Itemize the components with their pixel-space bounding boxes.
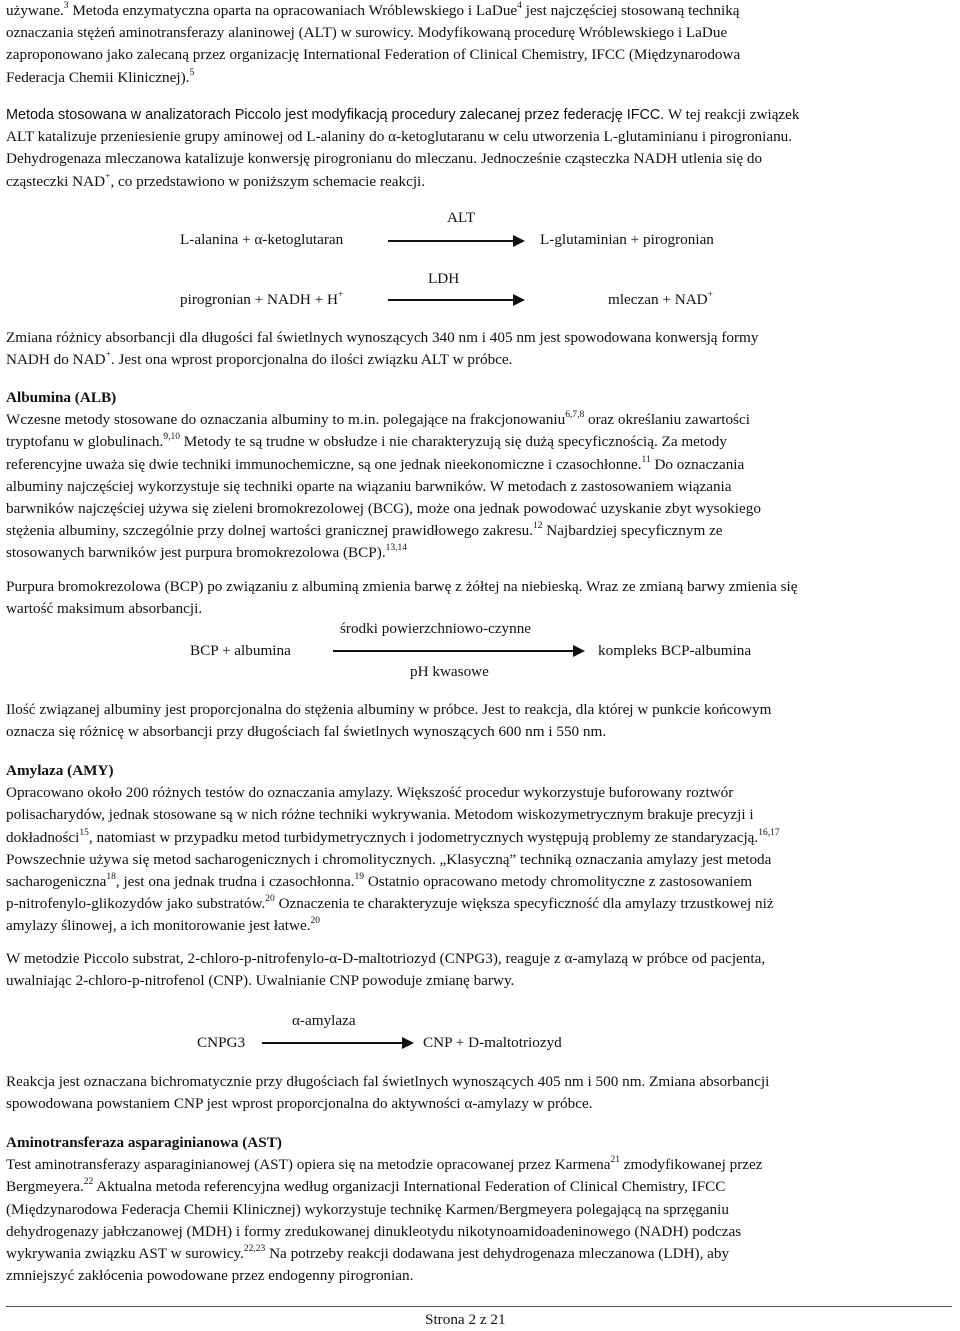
amylase-section — [6, 760, 952, 938]
text-line: (Międzynarodowa Federacja Chemii Klinicznej) wykorzystuje technikę Karmen/Bergmeyera polegającą na sprzęganiu — [6, 1200, 729, 1218]
piccolo-amy-paragraph — [6, 948, 952, 992]
products: kompleks BCP-albumina — [598, 642, 752, 659]
section-heading: Albumina (ALB) — [6, 389, 117, 406]
text-line: Purpura bromokrezolowa (BCP) po związaniu z albuminą zmienia barwę z żółtej na niebieską. Wraz ze zmianą barwy zmienia się — [6, 578, 798, 595]
reaction-arrow — [262, 1042, 402, 1044]
reactants: CNPG3 — [197, 1034, 246, 1051]
text-line: cząsteczki NAD+, co przedstawiono w poniższym schemacie reakcji. — [6, 171, 426, 190]
footer-divider — [6, 1306, 952, 1307]
text-line: Metoda stosowana w analizatorach Piccolo jest modyfikacją procedury zalecanej przez federację IFCC. W tej reakcji związek — [6, 106, 800, 123]
reaction-arrow — [388, 240, 513, 242]
text-line: uwalniając 2-chloro-p-nitrofenol (CNP). Uwalnianie CNP powoduje zmianę barwy. — [6, 972, 515, 990]
albumin-section — [6, 387, 952, 565]
text-line: dehydrogenazy jabłczanowej (MDH) i formy zredukowanej dinukleotydu nikotynoamidoadeninowego (NADH) podczas — [6, 1222, 742, 1240]
text-line: Wczesne metody stosowane do oznaczania albuminy to m.in. polegające na frakcjonowaniu$^{6,7,8}$ oraz określaniu zawartości — [6, 410, 750, 429]
enzyme-label: α-amylaza — [292, 1012, 356, 1029]
text-line: Reakcja jest oznaczana bichromatycznie przy długościach fal świetlnych wynoszących 405 nm i 500 nm. Zmiana absorbancji — [6, 1073, 770, 1090]
text-line: albuminy najczęściej wykorzystuje się techniki oparte na wiązaniu barwników. W metodach z zastosowaniem wiązania — [6, 477, 732, 495]
enzyme-label: LDH — [428, 270, 460, 287]
page-number: Strona 2 z 21 — [425, 1311, 506, 1328]
section-heading: Aminotransferaza asparaginianowa (AST) — [6, 1134, 282, 1151]
condition-above: środki powierzchniowo-czynne — [340, 620, 532, 637]
text-line: sacharogeniczna$^{18}$, jest ona jednak trudna i czasochłonna.$^{19}$ Ostatnio opracowano metody chromolityczne z zastosowaniem — [6, 871, 753, 891]
text-line: wartość maksimum absorbancji. — [6, 600, 203, 618]
text-line: stężenia albuminy, szczególnie przy dolnej wartości granicznej prawidłowego zakresu.$^{12}$ Najbardziej specyficznym ze — [6, 521, 723, 540]
text-line: spowodowana powstaniem CNP jest wprost proporcjonalna do aktywności α-amylazy w próbce. — [6, 1095, 593, 1113]
text-line: oznacza się różnicę w absorbancji przy długościach fal świetlnych wynoszących 600 nm i 550 nm. — [6, 723, 607, 741]
text-line: oznaczania stężeń aminotransferazy alaninowej (ALT) w surowicy. Modyfikowaną procedurę Wróblewskiego i LaDue — [6, 24, 728, 42]
amylase-measure-paragraph — [6, 1071, 952, 1115]
text-line: polisacharydów, jednak stosowane są w nich różne techniki wykrywania. Metodom wiskozymetrycznym brakuje precyzji i — [6, 806, 754, 824]
ast-section — [6, 1132, 952, 1287]
albumin-measure-paragraph — [6, 699, 952, 743]
text-line: tryptofanu w globulinach.$^{9,10}$ Metody te są trudne w obsłudze i nie charakteryzują się dużą specyficznością. Za metody — [6, 432, 727, 451]
text-line: Bergmeyera.$^{22}$ Aktualna metoda referencyjna według organizacji International Federation of Clinical Chemistry, IFCC — [6, 1177, 726, 1196]
text-line: W metodzie Piccolo substrat, 2-chloro-p-nitrofenylo-α-D-maltotriozyd (CNPG3), reaguje z α-amylazą w próbce od pacjenta, — [6, 950, 766, 967]
reactants: BCP + albumina — [190, 642, 291, 659]
absorbance-alt-paragraph — [6, 327, 952, 371]
reaction-arrow — [388, 299, 513, 301]
products: CNP + D-maltotriozyd — [423, 1034, 562, 1051]
enzyme-label: ALT — [447, 209, 476, 226]
piccolo-alt-paragraph — [6, 104, 952, 193]
text-line: Federacja Chemii Klinicznej).$^5$ — [6, 67, 195, 86]
text-line: dokładności$^{15}$, natomiast w przypadku metod turbidymetrycznych i jodometrycznych występują problemy ze standaryzacją.$^{16,17}$ — [6, 827, 780, 846]
text-line: ALT katalizuje przeniesienie grupy aminowej od L-alaniny do α-ketoglutaranu w celu utworzenia L-glutaminianu i pirogronianu. — [6, 128, 793, 146]
section-heading: Amylaza (AMY) — [6, 762, 114, 779]
text-line: zmniejszyć zakłócenia powodowane przez endogenny pirogronian. — [6, 1267, 414, 1285]
text-line: barwników najczęściej używa się zieleni bromokrezolowej (BCG), może ona jednak powodować uzyskanie zbyt wysokiego — [6, 500, 761, 518]
text-line: referencyjne uważa się dwie techniki immunochemiczne, są one jednak nieekonomiczne i czasochłonne.$^{11}$ Do oznaczania — [6, 454, 745, 473]
text-line: zaproponowano jako zalecaną przez organizację International Federation of Clinical Chemistry, IFCC (Międzynarodowa — [6, 46, 741, 64]
text-line: Opracowano około 200 różnych testów do oznaczania amylazy. Większość procedur wykorzystuje buforowany roztwór — [6, 784, 734, 802]
text-line: stosowanych barwników jest purpura bromokrezolowa (BCP).$^{13,14}$ — [6, 543, 407, 562]
products: L-glutaminian + pirogronian — [540, 231, 714, 248]
text-line: Powszechnie używa się metod sacharogenicznych i chromolitycznych. „Klasyczną” techniką oznaczania amylazy jest metoda — [6, 850, 772, 868]
reactants: pirogronian + NADH + H+ — [180, 289, 344, 308]
reactants: L-alanina + α-ketoglutaran — [180, 231, 344, 248]
reaction-arrow — [333, 650, 573, 652]
condition-below: pH kwasowe — [410, 663, 489, 680]
text-line: NADH do NAD+. Jest ona wprost proporcjonalna do ilości związku ALT w próbce. — [6, 350, 513, 369]
text-line: amylazy ślinowej, a ich monitorowanie jest łatwe.$^{20}$ — [6, 916, 321, 935]
text-line: p-nitrofenylo-glikozydów jako substratów.$^{20}$ Oznaczenia te charakteryzuje większa specyficzność dla amylazy trzustkowej niż — [6, 894, 774, 913]
bcp-paragraph — [6, 576, 952, 620]
text-line: Ilość związanej albuminy jest proporcjonalna do stężenia albuminy w próbce. Jest to reakcja, dla której w punkcie końcowym — [6, 701, 772, 718]
text-line: Dehydrogenaza mleczanowa katalizuje konwersję pirogronianu do mleczanu. Jednocześnie cząsteczka NADH utlenia się do — [6, 150, 763, 168]
text-line: wykrywania związku AST w surowicy.$^{22,23}$ Na potrzeby reakcji dodawana jest dehydrogenaza mleczanowa (LDH), aby — [6, 1243, 730, 1263]
products: mleczan + NAD+ — [608, 289, 714, 308]
text-line: Test aminotransferazy asparaginianowej (AST) opiera się na metodzie opracowanej przez Karmena$^{21}$ zmodyfikowanej przez — [6, 1155, 763, 1174]
intro-paragraph — [6, 0, 952, 89]
text-line: używane.$^3$ Metoda enzymatyczna oparta na opracowaniach Wróblewskiego i LaDue$^4$ jest najczęściej stosowaną techniką — [6, 0, 740, 19]
text-line: Zmiana różnicy absorbancji dla długości fal świetlnych wynoszących 340 nm i 405 nm jest spowodowana konwersją formy — [6, 329, 759, 346]
